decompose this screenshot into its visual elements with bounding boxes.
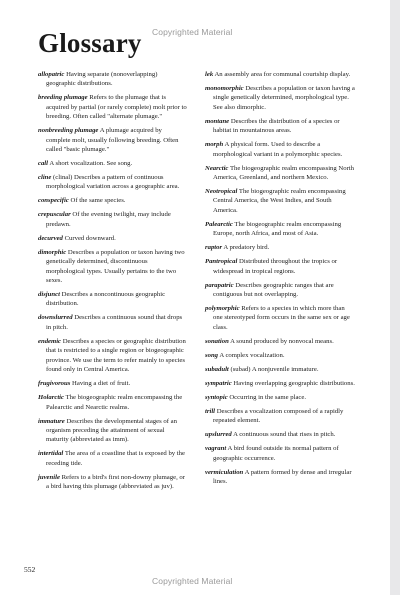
glossary-definition: (subad) A nonjuvenile immature. [228, 365, 319, 373]
glossary-term: polymorphic [205, 305, 240, 313]
glossary-term: call [38, 160, 49, 168]
glossary-entry [205, 220, 355, 239]
glossary-term: decurved [38, 234, 63, 242]
glossary-term: downslurred [38, 314, 73, 322]
glossary-entry [205, 281, 355, 300]
glossary-term: sonation [205, 337, 229, 345]
glossary-entry [38, 417, 188, 445]
glossary-entry [205, 117, 355, 136]
glossary-definition: Of the evening twilight, may include predawn. [46, 211, 171, 228]
glossary-term: Neotropical [205, 188, 238, 196]
glossary-entry [38, 70, 188, 89]
glossary-term: montane [205, 117, 230, 125]
glossary-term: immature [38, 417, 65, 425]
glossary-definition: A physical form. Used to describe a morphological variant in a polymorphic species. [213, 141, 343, 158]
glossary-term: Nearctic [205, 164, 229, 172]
glossary-entry [205, 304, 355, 332]
glossary-column-right [205, 70, 355, 491]
glossary-definition: Having a diet of fruit. [70, 380, 131, 388]
glossary-term: raptor [205, 244, 223, 252]
glossary-entry [38, 337, 188, 375]
glossary-definition: Describes a population or taxon having a single genetically determined, morphological type. See also dimorphic. [213, 85, 355, 111]
glossary-entry [38, 313, 188, 332]
glossary-entry [38, 290, 188, 309]
glossary-term: Palearctic [205, 220, 233, 228]
glossary-term: cline [38, 174, 52, 182]
glossary-entry [38, 210, 188, 229]
glossary-term: vagrant [205, 445, 227, 453]
glossary-entry [38, 393, 188, 412]
glossary-term: conspecific [38, 197, 69, 205]
glossary-definition: The biogeographic realm encompassing the Palearctic and Nearctic realms. [46, 394, 183, 411]
glossary-definition: A pattern formed by dense and irregular lines. [213, 468, 352, 486]
glossary-entry [38, 196, 188, 205]
glossary-term: subadult [205, 365, 229, 373]
glossary-entry [205, 468, 355, 487]
watermark-top: Copyrighted Material [152, 27, 233, 37]
glossary-definition: Describes a continuous sound that drops in pitch. [46, 314, 183, 331]
glossary-term: lek [205, 71, 214, 78]
glossary-term: breeding plumage [38, 94, 88, 102]
glossary-term: dimorphic [38, 248, 67, 256]
glossary-term: disjunct [38, 291, 60, 299]
glossary-definition: A sound produced by nonvocal means. [228, 337, 334, 345]
glossary-term: allopatric [38, 71, 65, 78]
glossary-entry [205, 140, 355, 159]
glossary-term: trill [205, 407, 216, 415]
glossary-definition: Refers to a bird's first non-downy plumage, or a bird having this plumage (abbreviated as juv). [46, 473, 186, 491]
glossary-entry [205, 407, 355, 426]
glossary-definition: Describes the developmental stages of an organism preceding the attainment of sexual maturity (abbreviated as imm). [46, 417, 177, 444]
glossary-entry [38, 173, 188, 192]
glossary-entry [38, 93, 188, 121]
glossary-entry [38, 379, 188, 388]
glossary-entry [205, 351, 355, 360]
glossary-term: syntopic [205, 393, 228, 401]
glossary-definition: Describes geographic ranges that are contiguous but not overlapping. [213, 281, 334, 299]
glossary-term: juvenile [38, 473, 60, 481]
glossary-entry [38, 248, 188, 286]
glossary-definition: A predatory bird. [222, 244, 270, 252]
glossary-term: parapatric [205, 281, 234, 289]
glossary-term: crepuscular [38, 211, 71, 219]
glossary-entry [205, 257, 355, 276]
glossary-entry [205, 337, 355, 346]
glossary-term: Holarctic [38, 394, 65, 402]
glossary-entry [205, 84, 355, 112]
glossary-entry [38, 449, 188, 468]
glossary-definition: Describes a vocalization composed of a rapidly repeated element. [213, 407, 344, 425]
glossary-definition: A bird found outside its normal pattern of geographic occurrence. [213, 445, 339, 462]
glossary-term: upslurred [205, 431, 232, 439]
glossary-definition: Describes the distribution of a species or habitat in mountainous areas. [213, 117, 340, 135]
glossary-entry [205, 70, 355, 79]
glossary-definition: A continuous sound that rises in pitch. [231, 431, 336, 439]
glossary-definition: An assembly area for communal courtship display. [213, 71, 351, 78]
glossary-definition: A complex vocalization. [218, 351, 285, 359]
glossary-definition: Having separate (nonoverlapping) geographic distributions. [46, 71, 158, 88]
glossary-term: intertidal [38, 450, 64, 458]
glossary-entry [205, 164, 355, 183]
glossary-definition: The biogeographic realm encompassing North America, Greenland, and northern Mexico. [213, 164, 355, 182]
glossary-entry [38, 159, 188, 168]
glossary-definition: Curved downward. [62, 234, 116, 242]
glossary-term: song [205, 351, 219, 359]
page-title: Glossary [38, 28, 142, 58]
glossary-definition: The area of a coastline that is exposed by the receding tide. [46, 450, 185, 467]
glossary-definition: A short vocalization. See song. [48, 160, 133, 168]
glossary-definition: The biogeographic realm encompassing Europe, north Africa, and most of Asia. [213, 220, 342, 238]
glossary-definition: Distributed throughout the tropics or widespread in tropical regions. [213, 258, 338, 275]
glossary-entry [205, 365, 355, 374]
glossary-term: morph [205, 141, 224, 149]
glossary-definition: The biogeographic realm encompassing Central America, the West Indies, and South America. [213, 188, 346, 214]
glossary-term: frugivorous [38, 380, 71, 388]
glossary-definition: Occurring in the same place. [227, 393, 307, 401]
glossary-term: sympatric [205, 379, 232, 387]
glossary-term: vermiculation [205, 468, 244, 476]
glossary-entry [205, 430, 355, 439]
glossary-definition: A plumage acquired by complete molt, usually following breeding. Often called "basic plumage." [46, 127, 179, 154]
glossary-entry [38, 473, 188, 492]
watermark-bottom: Copyrighted Material [152, 576, 233, 586]
glossary-definition: Describes a noncontinuous geographic distribution. [46, 291, 166, 308]
glossary-column-left [38, 70, 188, 496]
glossary-entry [205, 243, 355, 252]
glossary-entry [205, 444, 355, 463]
glossary-entry [205, 187, 355, 215]
glossary-entry [38, 234, 188, 243]
glossary-term: nonbreeding plumage [38, 127, 99, 135]
glossary-term: endemic [38, 337, 62, 345]
glossary-definition: Refers to a species in which more than one stereotyped form occurs in the same sex or age class. [213, 305, 350, 331]
glossary-definition: Refers to the plumage that is acquired by partial (or rarely complete) molt prior to breeding. Often called "alternate plumage." [46, 94, 187, 121]
glossary-definition: (clinal) Describes a pattern of continuous morphological variation across a geographic area. [46, 174, 180, 191]
glossary-definition: Describes a population or taxon having two genetically determined, discontinuous morphological types. Usually pertains to the two sexes. [46, 248, 185, 285]
glossary-term: Pantropical [205, 258, 238, 266]
glossary-definition: Having overlapping geographic distributions. [231, 379, 355, 387]
glossary-definition: Of the same species. [68, 197, 126, 205]
glossary-entry [205, 393, 355, 402]
page-number: 552 [24, 565, 36, 574]
glossary-term: monomorphic [205, 85, 244, 92]
glossary-entry [205, 379, 355, 388]
glossary-entry [38, 126, 188, 154]
glossary-definition: Describes a species or geographic distribution that is restricted to a single region or biogeographic province. We use the term to refer mainly to species found only in Central America. [46, 337, 186, 374]
